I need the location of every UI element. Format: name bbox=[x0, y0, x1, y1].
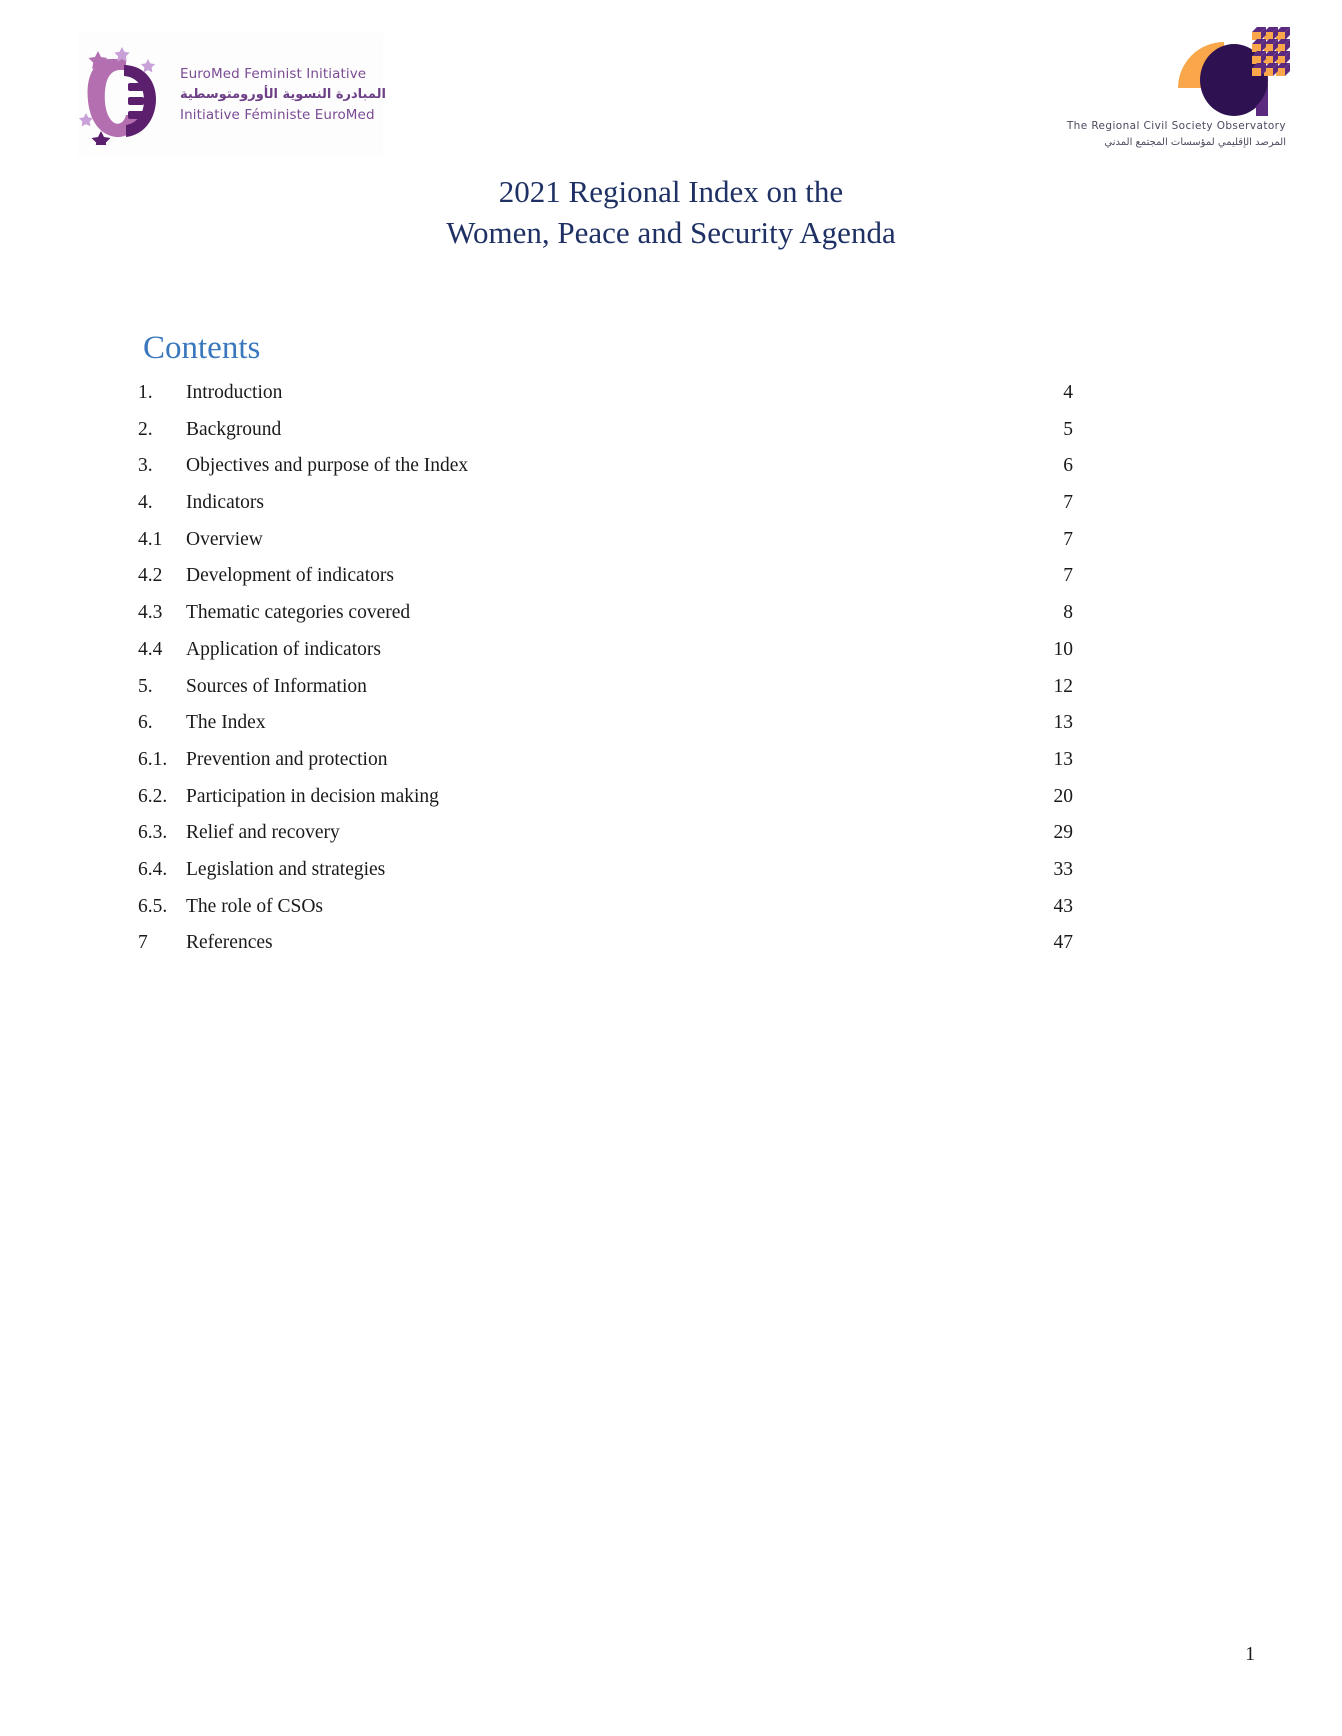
toc-entry-number: 6.4. bbox=[138, 858, 168, 880]
toc-entry-number: 4. bbox=[138, 492, 153, 514]
toc-entry-number: 7 bbox=[138, 932, 148, 954]
toc-entry-label: Background bbox=[186, 418, 282, 440]
toc-entry-number: 4.3 bbox=[138, 602, 163, 624]
toc-entry[interactable] bbox=[138, 742, 1073, 779]
toc-entry-number: 6.1. bbox=[138, 748, 168, 770]
toc-entry-page-number: 33 bbox=[1053, 858, 1073, 880]
toc-entry-label: Application of indicators bbox=[186, 638, 381, 660]
toc-entry-page-number: 7 bbox=[1063, 528, 1073, 550]
toc-entry-number: 1. bbox=[138, 382, 153, 403]
toc-dot-leader bbox=[386, 635, 1054, 655]
toc-entry-number: 3. bbox=[138, 455, 153, 477]
contents-heading: Contents bbox=[143, 330, 261, 366]
toc-entry-label: Relief and recovery bbox=[186, 822, 340, 844]
footer-page-number: 1 bbox=[1245, 1644, 1255, 1665]
toc-dot-leader bbox=[345, 819, 1054, 839]
toc-dot-leader bbox=[473, 452, 1063, 472]
toc-dot-leader bbox=[444, 782, 1054, 802]
toc-entry-page-number: 43 bbox=[1053, 895, 1073, 917]
toc-entry-label: Participation in decision making bbox=[186, 785, 439, 807]
fei-logo-line-en: EuroMed Feminist Initiative bbox=[180, 66, 367, 82]
toc-dot-leader bbox=[287, 379, 1063, 399]
page-title bbox=[0, 172, 1342, 254]
toc-entry[interactable] bbox=[138, 412, 1073, 449]
toc-entry-label: The role of CSOs bbox=[186, 895, 324, 917]
toc-entry[interactable] bbox=[138, 925, 1073, 962]
toc-entry[interactable] bbox=[138, 595, 1073, 632]
toc-entry-number: 6.2. bbox=[138, 785, 168, 807]
toc-entry-page-number: 29 bbox=[1053, 822, 1073, 844]
rcso-emblem-icon bbox=[1160, 24, 1290, 116]
toc-dot-leader bbox=[372, 672, 1054, 692]
fei-emblem-icon bbox=[78, 45, 170, 145]
toc-dot-leader bbox=[415, 599, 1063, 619]
toc-entry-number: 4.2 bbox=[138, 565, 163, 587]
toc-entry[interactable] bbox=[138, 815, 1073, 852]
fei-logo-text bbox=[180, 64, 386, 126]
toc-entry[interactable] bbox=[138, 558, 1073, 595]
rcso-logo-line-en: The Regional Civil Society Observatory bbox=[1066, 120, 1286, 133]
toc-entry[interactable] bbox=[138, 852, 1073, 889]
toc-entry-label: The Index bbox=[186, 712, 266, 734]
toc-entry-number: 5. bbox=[138, 675, 153, 697]
toc-entry[interactable] bbox=[138, 632, 1073, 669]
toc-entry-number: 4.4 bbox=[138, 638, 163, 660]
toc-dot-leader bbox=[268, 525, 1063, 545]
toc-entry-label: Thematic categories covered bbox=[186, 602, 411, 624]
toc-entry-page-number: 7 bbox=[1063, 492, 1073, 514]
toc-entry-page-number: 12 bbox=[1053, 675, 1073, 697]
toc-entry[interactable] bbox=[138, 485, 1073, 522]
toc-entry[interactable] bbox=[138, 779, 1073, 816]
toc-entry[interactable] bbox=[138, 705, 1073, 742]
toc-entry[interactable] bbox=[138, 375, 1073, 412]
toc-entry-page-number: 47 bbox=[1053, 932, 1073, 954]
toc-entry-label: Indicators bbox=[186, 492, 264, 514]
toc-entry-label: References bbox=[186, 932, 273, 954]
toc-dot-leader bbox=[399, 562, 1063, 582]
toc-entry-label: Objectives and purpose of the Index bbox=[186, 455, 469, 477]
toc-dot-leader bbox=[278, 929, 1054, 949]
toc-entry-number: 6.5. bbox=[138, 895, 168, 917]
toc-entry-label: Overview bbox=[186, 528, 263, 550]
toc-entry[interactable] bbox=[138, 669, 1073, 706]
toc-entry-label: Development of indicators bbox=[186, 565, 394, 587]
rcso-logo-line-ar: المرصد الإقليمي لمؤسسات المجتمع المدني bbox=[1104, 137, 1286, 148]
toc-entry-page-number: 20 bbox=[1053, 785, 1073, 807]
toc-dot-leader bbox=[390, 855, 1053, 875]
toc-entry-label: Prevention and protection bbox=[186, 748, 388, 770]
toc-entry-number: 4.1 bbox=[138, 528, 163, 550]
toc-dot-leader bbox=[328, 892, 1053, 912]
toc-entry-page-number: 13 bbox=[1053, 712, 1073, 734]
page-title-line-2: Women, Peace and Security Agenda bbox=[446, 214, 896, 250]
rcso-logo-text bbox=[1067, 119, 1286, 150]
euromed-feminist-initiative-logo bbox=[78, 33, 386, 157]
toc-entry-label: Introduction bbox=[186, 382, 283, 403]
toc-entry[interactable] bbox=[138, 889, 1073, 926]
toc-entry-page-number: 10 bbox=[1053, 638, 1073, 660]
toc-entry-page-number: 5 bbox=[1063, 418, 1073, 440]
toc-dot-leader bbox=[269, 489, 1063, 509]
toc-dot-leader bbox=[286, 415, 1063, 435]
toc-entry-number: 2. bbox=[138, 418, 153, 440]
fei-logo-line-ar: المبادرة النسوية الأورومتوسطية bbox=[180, 86, 386, 102]
toc-dot-leader bbox=[271, 709, 1054, 729]
toc-entry[interactable] bbox=[138, 522, 1073, 559]
toc-entry-page-number: 13 bbox=[1053, 748, 1073, 770]
table-of-contents bbox=[138, 375, 1073, 962]
toc-entry-page-number: 7 bbox=[1063, 565, 1073, 587]
toc-entry-number: 6.3. bbox=[138, 822, 168, 844]
toc-entry-number: 6. bbox=[138, 712, 153, 734]
fei-logo-line-fr: Initiative Féministe EuroMed bbox=[180, 107, 375, 124]
toc-entry-page-number: 6 bbox=[1063, 455, 1073, 477]
toc-entry-label: Sources of Information bbox=[186, 675, 367, 697]
toc-dot-leader bbox=[392, 745, 1053, 765]
toc-entry-label: Legislation and strategies bbox=[186, 858, 386, 880]
toc-entry-page-number: 4 bbox=[1063, 382, 1073, 403]
page-title-line-1: 2021 Regional Index on the bbox=[498, 174, 844, 209]
regional-civil-society-observatory-logo bbox=[1040, 24, 1290, 154]
toc-entry[interactable] bbox=[138, 448, 1073, 485]
toc-entry-page-number: 8 bbox=[1063, 602, 1073, 624]
